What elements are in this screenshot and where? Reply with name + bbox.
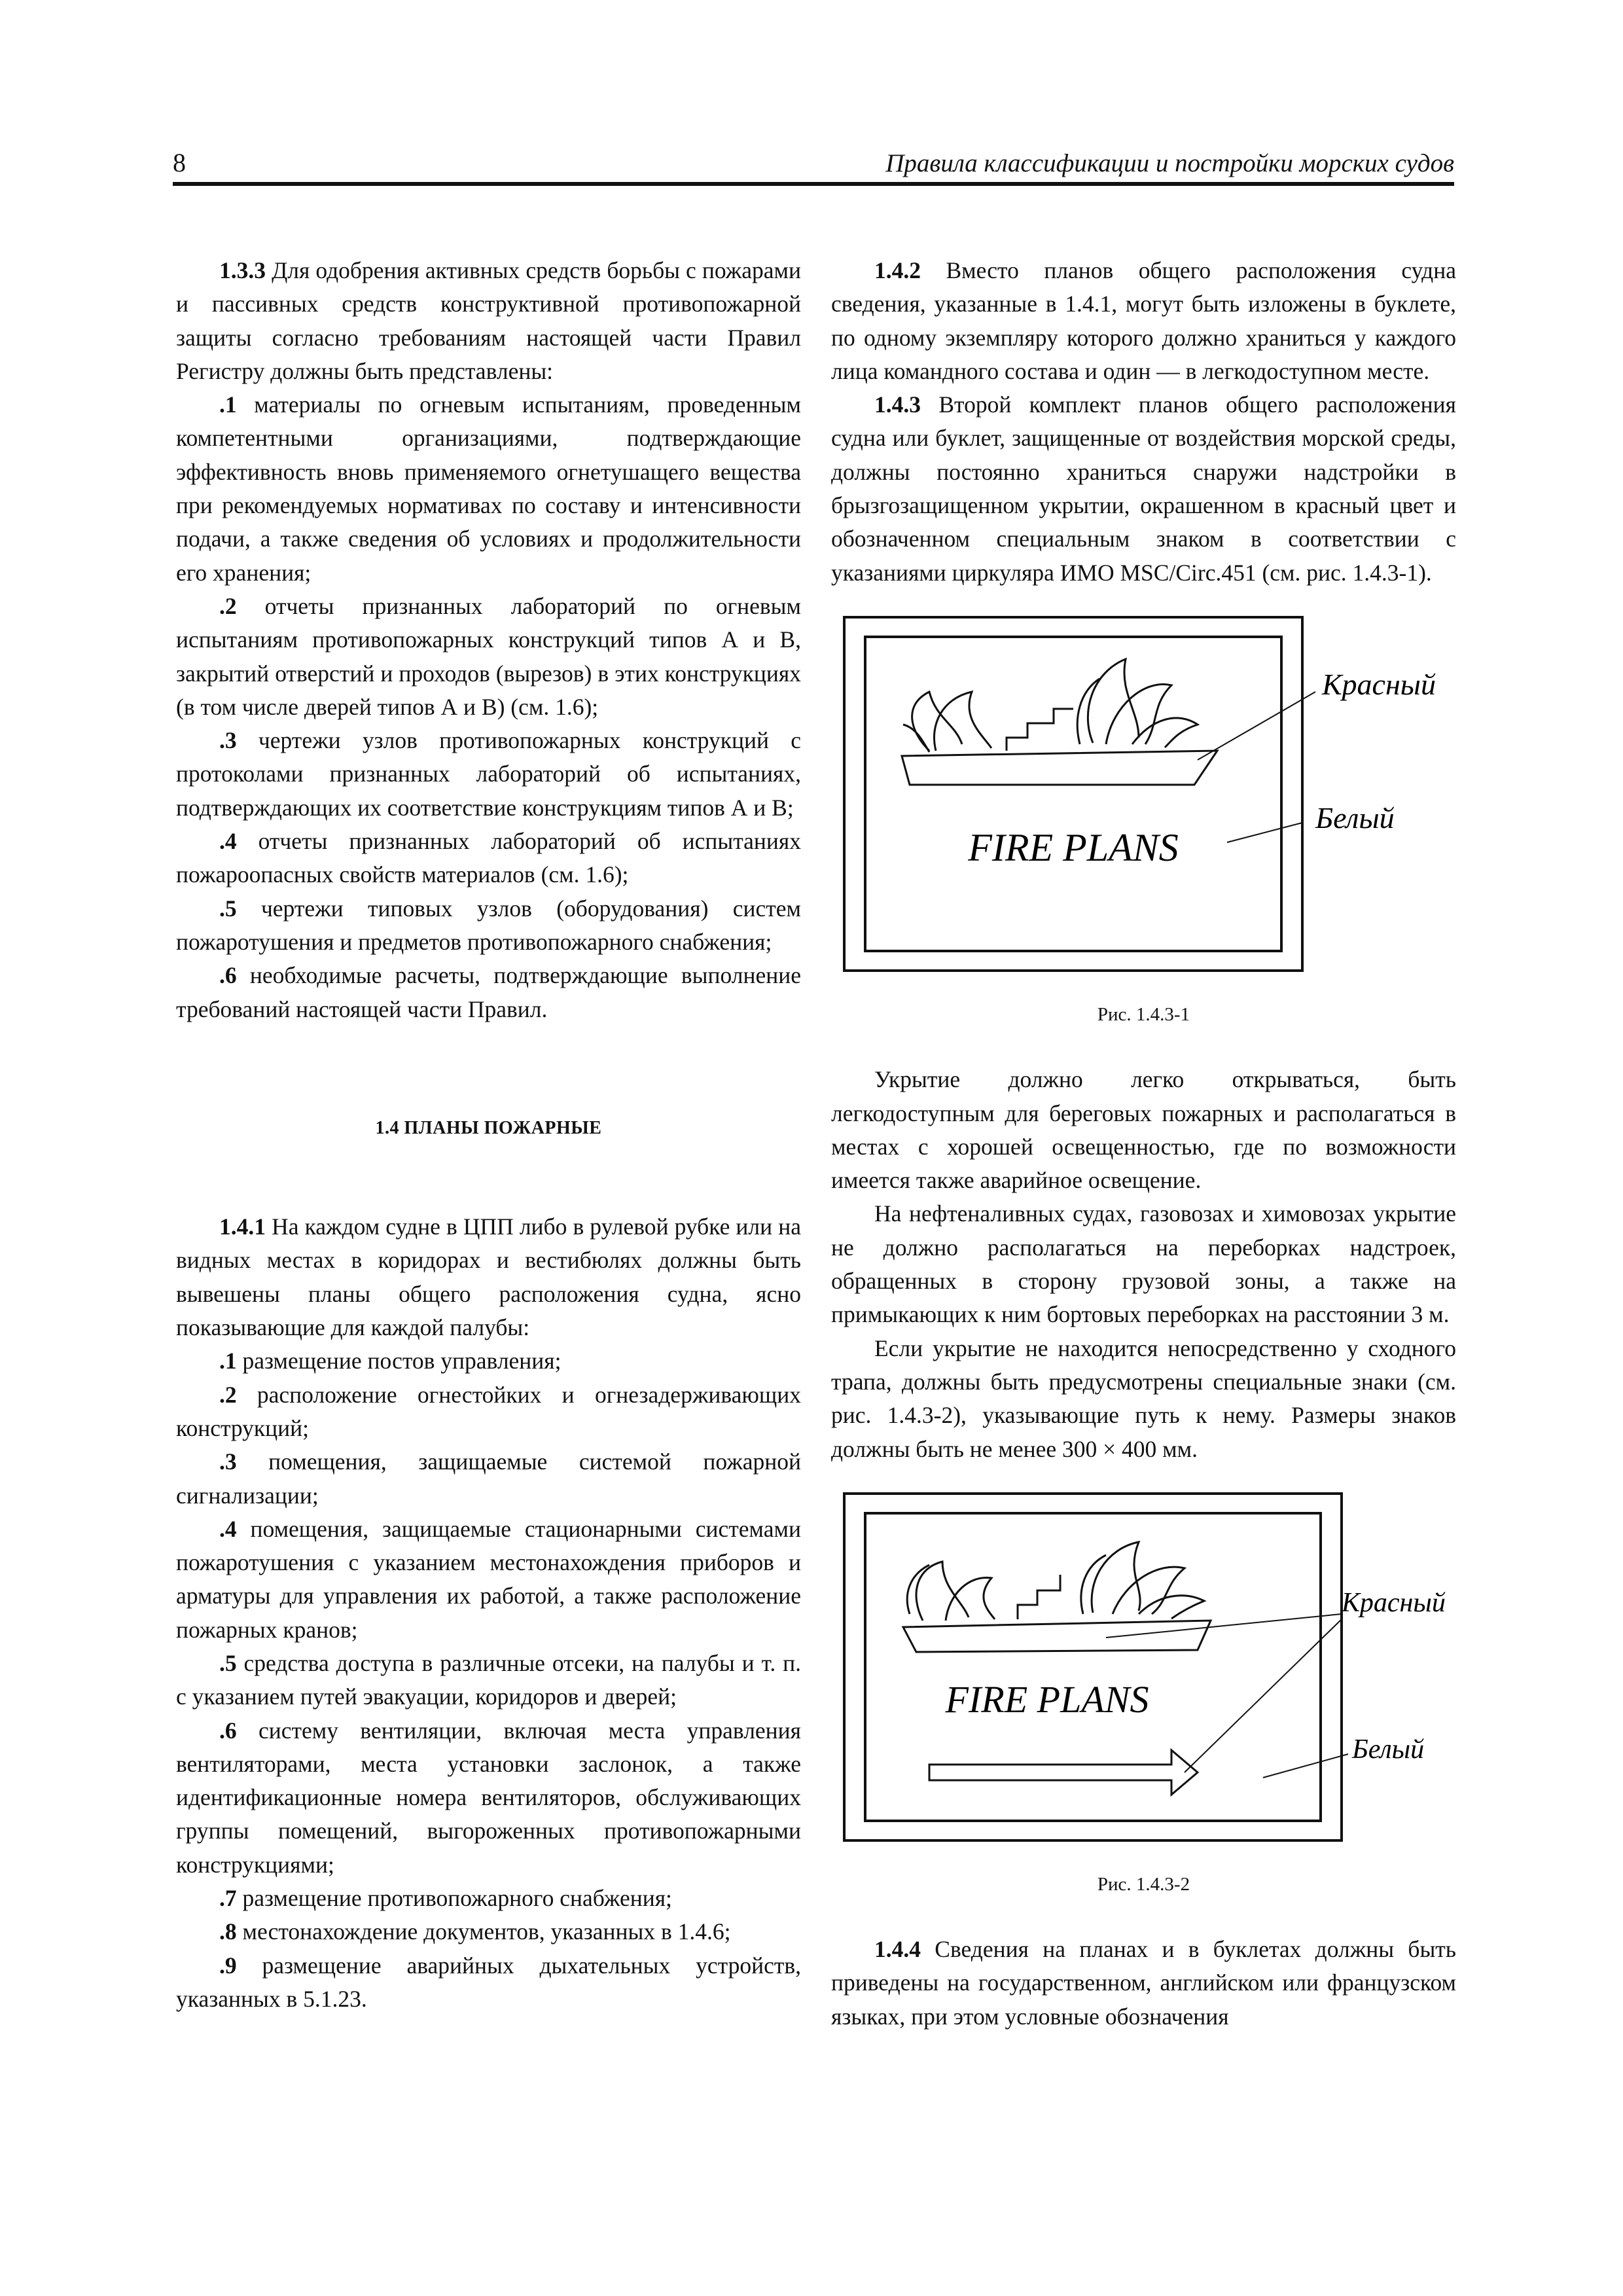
item-text: помещения, защищаемые стационарными системами пожаротушения с указанием местонахождения приборов и арматуры для управления их работой, а также расположение пожарных кранов;	[176, 1515, 801, 1643]
paragraph-1-4-4	[831, 1933, 1456, 2034]
ship-with-flames-icon	[903, 1542, 1211, 1652]
item-number: .5	[219, 1649, 237, 1676]
clause-number: 1.3.3	[219, 257, 266, 283]
leader-line-red-2	[1185, 1619, 1342, 1772]
clause-text: На каждом судне в ЦПП либо в рулевой рубке или на видных местах в коридорах и вестибюлях должны быть вывешены планы общего расположения судна, ясно показывающие для каждой палубы:	[176, 1213, 801, 1341]
list-item	[176, 1445, 801, 1513]
paragraph-1-4-2	[831, 254, 1456, 388]
list-item	[176, 388, 801, 590]
list-item	[176, 1714, 801, 1882]
clause-number: 1.4.1	[219, 1213, 266, 1240]
item-text: отчеты признанных лабораторий об испытаниях пожароопасных свойств материалов (см. 1.6);	[176, 828, 801, 888]
list-item	[176, 590, 801, 724]
figure-caption-1: Рис. 1.4.3-1	[1097, 1003, 1190, 1025]
sign-inner-border	[865, 1513, 1321, 1821]
list-item	[176, 1378, 801, 1446]
running-header	[173, 145, 1454, 186]
item-number: .5	[219, 895, 237, 922]
leader-line-white	[1263, 1754, 1348, 1778]
fire-plans-direction-sign-figure	[831, 1490, 1459, 1850]
paragraph-tankers: На нефтеналивных судах, газовозах и химовозах укрытие не должно располагаться на переборках надстроек, обращенных в сторону грузовой зоны, а также на примыкающих к ним бортовых переборках на расстоянии 3 м.	[831, 1200, 1456, 1328]
figure-1-4-3-1	[831, 613, 1459, 980]
section-heading: 1.4 ПЛАНЫ ПОЖАРНЫЕ	[375, 1117, 602, 1138]
item-text: систему вентиляции, включая места управления вентиляторами, места установки заслонок, а также идентификационные номера вентиляторов, обслуживающих группы помещений, выгороженных противопожарными конструкциями;	[176, 1717, 801, 1878]
item-number: .3	[219, 727, 237, 754]
item-text: средства доступа в различные отсеки, на палубы и т. п. с указанием путей эвакуации, коридоров и дверей;	[176, 1649, 801, 1710]
sign-text: FIRE PLANS	[968, 825, 1179, 869]
item-text: чертежи узлов противопожарных конструкций с протоколами признанных лабораторий об испытаниях, подтверждающих их соответствие конструкциям типов А и В;	[176, 727, 801, 821]
sign-text: FIRE PLANS	[945, 1677, 1149, 1721]
clause-number: 1.4.4	[874, 1936, 921, 1963]
list-item	[176, 1915, 801, 1948]
item-number: .1	[219, 1348, 237, 1374]
running-title: Правила классификации и постройки морских судов	[885, 149, 1454, 177]
leader-line-red-1	[1106, 1614, 1342, 1638]
paragraph-1-4-3	[831, 388, 1456, 590]
clause-number: 1.4.3	[874, 391, 921, 418]
item-number: .4	[219, 828, 237, 855]
figure-1-4-3-2	[831, 1490, 1459, 1850]
item-text: расположение огнестойких и огнезадерживающих конструкций;	[176, 1381, 801, 1441]
sign-outer-border	[844, 617, 1302, 971]
clause-text: Для одобрения активных средств борьбы с пожарами и пассивных средств конструктивной противопожарной защиты согласно требованиям настоящей части Правил Регистру должны быть представлены:	[176, 257, 801, 384]
label-red: Красный	[1322, 667, 1436, 701]
label-white: Белый	[1315, 800, 1395, 834]
item-number: .2	[219, 592, 237, 619]
item-text: необходимые расчеты, подтверждающие выполнение требований настоящей части Правил.	[176, 962, 801, 1022]
ship-with-flames-icon	[902, 659, 1217, 785]
item-number: .6	[219, 962, 237, 989]
item-number: .7	[219, 1885, 237, 1912]
left-column	[176, 254, 801, 2016]
clause-text: Второй комплект планов общего расположения судна или буклет, защищенные от воздействия морской среды, должны постоянно храниться снаружи надстройки в брызгозащищенном укрытии, окрашенном в красный цвет и обозначенном специальным знаком в соответствии с указаниями циркуляра ИМО MSC/Circ.451 (см. рис. 1.4.3-1).	[831, 391, 1456, 586]
item-text: материалы по огневым испытаниям, проведенным компетентными организациями, подтверждающие эффективность вновь применяемого огнетушащего вещества при рекомендуемых нормативах по составу и интенсивности подачи, а также сведения об условиях и продолжительности его хранения;	[176, 391, 801, 586]
item-number: .1	[219, 391, 237, 418]
sign-outer-border	[844, 1494, 1342, 1840]
list-item	[176, 1882, 801, 1915]
paragraph-1-3-3	[176, 254, 801, 388]
list-item	[176, 724, 801, 825]
item-text: отчеты признанных лабораторий по огневым испытаниям противопожарных конструкций типов А и В, закрытий отверстий и проходов (вырезов) в этих конструкциях (в том числе дверей типов А и В) (см. 1.6);	[176, 592, 801, 720]
fire-plans-sign-figure	[831, 613, 1459, 980]
list-item	[176, 1513, 801, 1647]
item-text: чертежи типовых узлов (оборудования) систем пожаротушения и предметов противопожарного снабжения;	[176, 895, 801, 955]
item-number: .4	[219, 1515, 237, 1542]
paragraph-shelter: Укрытие должно легко открываться, быть легкодоступным для береговых пожарных и располагаться в местах с хорошей освещенностью, где по возможности имеется также аварийное освещение.	[831, 1066, 1456, 1194]
list-item	[176, 1647, 801, 1714]
list-item	[176, 825, 801, 892]
leader-line-red	[1198, 692, 1315, 760]
clause-text: Вместо планов общего расположения судна сведения, указанные в 1.4.1, могут быть изложены в буклете, по одному экземпляру которого должно храниться у каждого лица командного состава и один — в легкодоступном месте.	[831, 257, 1456, 384]
page-number: 8	[173, 148, 186, 177]
leader-line-white	[1227, 823, 1302, 842]
right-column	[831, 254, 1456, 2034]
item-text: помещения, защищаемые системой пожарной сигнализации;	[176, 1448, 801, 1509]
item-number: .9	[219, 1952, 237, 1979]
figure-caption-2: Рис. 1.4.3-2	[1097, 1873, 1190, 1895]
clause-text: Сведения на планах и в буклетах должны быть приведены на государственном, английском или французском языках, при этом условные обозначения	[831, 1936, 1456, 2030]
list-item	[176, 892, 801, 960]
list-item	[176, 1344, 801, 1378]
clause-number: 1.4.2	[874, 257, 921, 283]
sign-inner-border	[865, 637, 1281, 951]
item-text: размещение противопожарного снабжения;	[236, 1885, 672, 1912]
label-white: Белый	[1352, 1734, 1425, 1765]
direction-arrow-icon	[929, 1750, 1198, 1795]
paragraph-1-4-1	[176, 1210, 801, 1344]
item-number: .8	[219, 1918, 237, 1945]
item-number: .2	[219, 1381, 237, 1408]
item-text: местонахождение документов, указанных в 1.4.6;	[236, 1918, 731, 1945]
list-item	[176, 959, 801, 1026]
list-item	[176, 1949, 801, 2017]
label-red: Красный	[1342, 1587, 1446, 1618]
paragraph-signs: Если укрытие не находится непосредственно у сходного трапа, должны быть предусмотрены специальные знаки (см. рис. 1.4.3-2), указывающие путь к нему. Размеры знаков должны быть не менее 300 × 400 мм.	[831, 1335, 1456, 1462]
item-number: .3	[219, 1448, 237, 1475]
item-text: размещение постов управления;	[236, 1348, 562, 1374]
item-number: .6	[219, 1717, 237, 1744]
item-text: размещение аварийных дыхательных устройств, указанных в 5.1.23.	[176, 1952, 801, 2012]
